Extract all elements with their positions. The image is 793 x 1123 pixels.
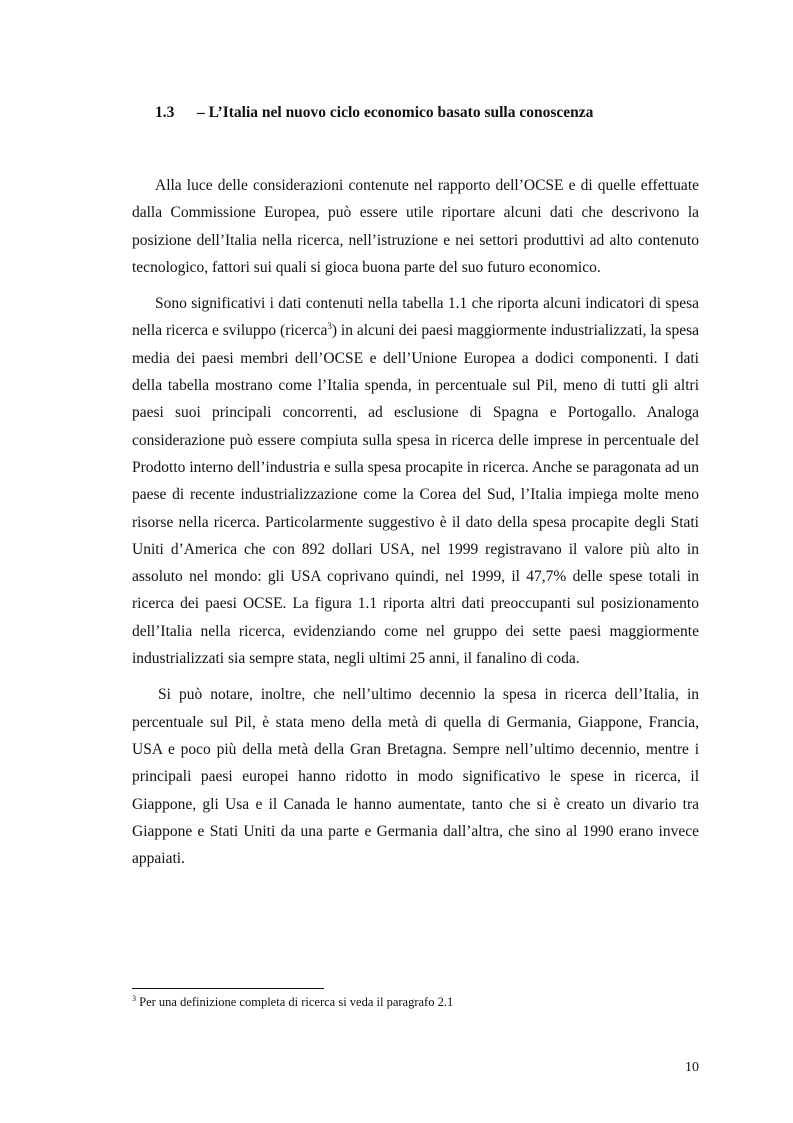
paragraph-1: Alla luce delle considerazioni contenute nel rapporto dell’OCSE e di quelle effettuate dalla Commissione Europea, può essere utile riportare alcuni dati che descrivono la posizione dell’Italia nella ricerca, nell’istruzione e nei settori produttivi ad alto contenuto tecnologico, fattori sui quali si gioca buona parte del suo futuro economico. bbox=[132, 177, 699, 276]
paragraph-2 bbox=[132, 290, 699, 672]
page-number: 10 bbox=[685, 1060, 699, 1075]
footnote bbox=[132, 994, 699, 1010]
section-heading bbox=[155, 103, 715, 123]
footnote-text: Per una definizione completa di ricerca si veda il paragrafo 2.1 bbox=[136, 995, 454, 1009]
section-title: – L’Italia nel nuovo ciclo economico basato sulla conoscenza bbox=[197, 104, 594, 121]
paragraph-2-part-1: Sono significativi i dati contenuti nella tabella 1.1 che riporta alcuni indicatori di spesa nella ricerca e sviluppo (ricerca bbox=[132, 295, 699, 340]
paragraph-3: Si può notare, inoltre, che nell’ultimo decennio la spesa in ricerca dell’Italia, in percentuale sul Pil, è stata meno della metà di quella di Germania, Giappone, Francia, USA e poco più della metà della Gran Bretagna. Sempre nell’ultimo decennio, mentre i principali paesi europei hanno ridotto in modo significativo le spese in ricerca, il Giappone, gli Usa e il Canada le hanno aumentate, tanto che si è creato un divario tra Giappone e Stati Uniti da una parte e Germania dall’altra, che sino al 1990 erano invece appaiati. bbox=[132, 686, 699, 868]
paragraph-2-part-2: ) in alcuni dei paesi maggiormente industrializzati, la spesa media dei paesi membri dell’OCSE e dell’Unione Europea a dodici componenti. I dati della tabella mostrano come l’Italia spenda, in percentuale sul Pil, meno di tutti gli altri paesi suoi principali concorrenti, ad esclusione di Spagna e Portogallo. Analoga considerazione può essere compiuta sulla spesa in ricerca delle imprese in percentuale del Prodotto interno dell’industria e sulla spesa procapite in ricerca. Anche se paragonata ad un paese di recente industrializzazione come la Corea del Sud, l’Italia impiega molte meno risorse nella ricerca. Particolarmente suggestivo è il dato della spesa procapite degli Stati Uniti d’America che con 892 dollari USA, nel 1999 registravano il valore più alto in assoluto nel mondo: gli USA coprivano quindi, nel 1999, il 47,7% delle spese totali in ricerca dei paesi OCSE. La figura 1.1 riporta altri dati preoccupanti sul posizionamento dell’Italia nella ricerca, evidenziando come nel gruppo dei sette paesi maggiormente industrializzati sia sempre stata, negli ultimi 25 anni, il fanalino di coda. bbox=[132, 322, 700, 668]
footnote-marker: 3 bbox=[132, 993, 136, 1003]
body-text bbox=[132, 172, 699, 881]
footnote-divider bbox=[132, 988, 324, 989]
footnote-reference: 3 bbox=[327, 321, 332, 332]
section-number: 1.3 bbox=[155, 104, 175, 121]
